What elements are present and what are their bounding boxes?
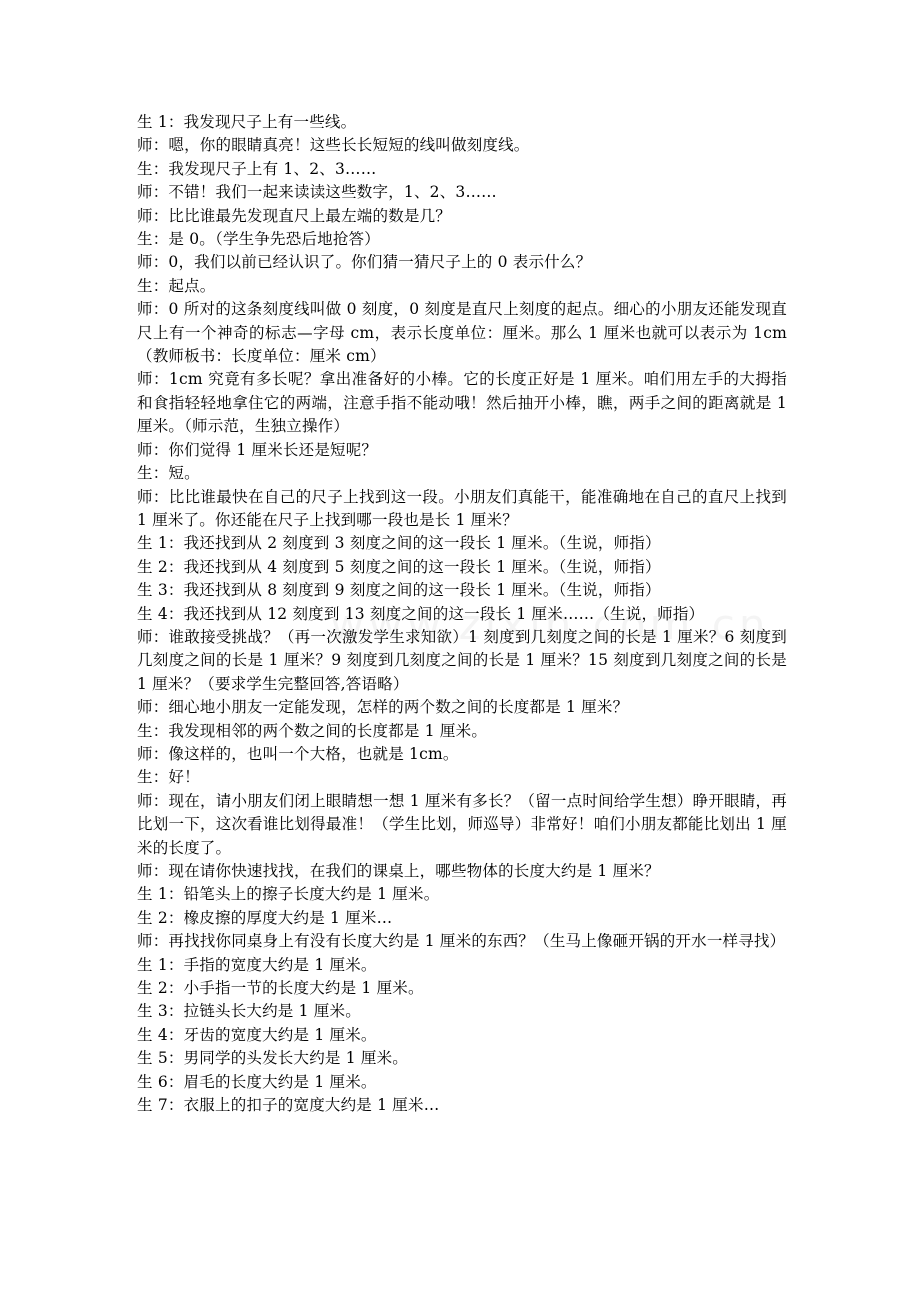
paragraph: 生 1：手指的宽度大约是 1 厘米。	[137, 955, 377, 974]
paragraph: 师：不错！我们一起来读读这些数字，1、2、3……	[137, 183, 497, 202]
paragraph: 生 2：小手指一节的长度大约是 1 厘米。	[137, 979, 424, 998]
paragraph: 生 2：橡皮擦的厚度大约是 1 厘米…	[137, 908, 393, 927]
paragraph: 生 4：我还找到从 12 刻度到 13 刻度之间的这一段长 1 厘米……（生说，师指）	[137, 604, 705, 623]
paragraph: 生：我发现相邻的两个数之间的长度都是 1 厘米。	[137, 721, 488, 740]
paragraph: 生 4：牙齿的宽度大约是 1 厘米。	[137, 1025, 377, 1044]
paragraph: 生 1：铅笔头上的擦子长度大约是 1 厘米。	[137, 885, 440, 904]
paragraph: 师：比比谁最先发现直尺上最左端的数是几？	[137, 206, 452, 225]
paragraph: 生 5：男同学的头发长大约是 1 厘米。	[137, 1049, 409, 1068]
paragraph: 师：比比谁最快在自己的尺子上找到这一段。小朋友们真能干，能准确地在自己的直尺上找到 1 厘米了。你还能在尺子上找到哪一段也是长 1 厘米？	[137, 487, 787, 529]
paragraph: 师：像这样的，也叫一个大格，也就是 1cm。	[137, 744, 459, 763]
paragraph: 生 7：衣服上的扣子的宽度大约是 1 厘米…	[137, 1096, 440, 1115]
paragraph: 生 3：拉链头长大约是 1 厘米。	[137, 1002, 361, 1021]
paragraph: 生：好！	[137, 768, 200, 787]
paragraph: 师：谁敢接受挑战？（再一次激发学生求知欲）1 刻度到几刻度之间的长是 1 厘米？6 刻度到几刻度之间的长是 1 厘米？9 刻度到几刻度之间的长是 1 厘米？15 刻度到几刻度之间的长是 1 厘米？（要求学生完整回答,答语略）	[137, 627, 787, 693]
paragraph: 师：1cm 究竟有多长呢？拿出准备好的小棒。它的长度正好是 1 厘米。咱们用左手的大拇指和食指轻轻地拿住它的两端，注意手指不能动哦！然后抽开小棒，瞧，两手之间的距离就是 1 厘米。（师示范，生独立操作）	[137, 370, 787, 436]
paragraph: 师：0 所对的这条刻度线叫做 0 刻度，0 刻度是直尺上刻度的起点。细心的小朋友还能发现直尺上有一个神奇的标志—字母 cm，表示长度单位：厘米。那么 1 厘米也就可以表示为 1cm（教师板书：长度单位：厘米 cm）	[137, 300, 787, 366]
paragraph: 生 2：我还找到从 4 刻度到 5 刻度之间的这一段长 1 厘米。（生说，师指）	[137, 557, 661, 576]
paragraph: 师：0，我们以前已经认识了。你们猜一猜尺子上的 0 表示什么？	[137, 253, 592, 272]
paragraph: 师：细心地小朋友一定能发现，怎样的两个数之间的长度都是 1 厘米？	[137, 698, 629, 717]
paragraph: 生 3：我还找到从 8 刻度到 9 刻度之间的这一段长 1 厘米。（生说，师指）	[137, 581, 661, 600]
paragraph: 生：起点。	[137, 276, 216, 295]
paragraph: 师：现在，请小朋友们闭上眼睛想一想 1 厘米有多长？（留一点时间给学生想）睁开眼睛，再比划一下，这次看谁比划得最准！（学生比划，师巡导）非常好！咱们小朋友都能比划出 1 厘米的长度了。	[137, 791, 787, 857]
paragraph: 师：嗯，你的眼睛真亮！这些长长短短的线叫做刻度线。	[137, 136, 530, 155]
paragraph: 生：是 0。（学生争先恐后地抢答）	[137, 230, 380, 249]
paragraph: 师：现在请你快速找找，在我们的课桌上，哪些物体的长度大约是 1 厘米？	[137, 862, 660, 880]
paragraph: 生 1：我发现尺子上有一些线。	[137, 113, 357, 131]
paragraph: 生 6：眉毛的长度大约是 1 厘米。	[137, 1072, 377, 1091]
paragraph: 师：再找找你同桌身上有没有长度大约是 1 厘米的东西？（生马上像砸开锅的开水一样寻找）	[137, 932, 786, 951]
paragraph: 师：你们觉得 1 厘米长还是短呢？	[137, 440, 378, 459]
paragraph: 生 1：我还找到从 2 刻度到 3 刻度之间的这一段长 1 厘米。（生说，师指）	[137, 534, 661, 553]
paragraph: 生：我发现尺子上有 1、2、3……	[137, 159, 377, 178]
paragraph: 生：短。	[137, 464, 200, 483]
document-body	[137, 111, 787, 1117]
